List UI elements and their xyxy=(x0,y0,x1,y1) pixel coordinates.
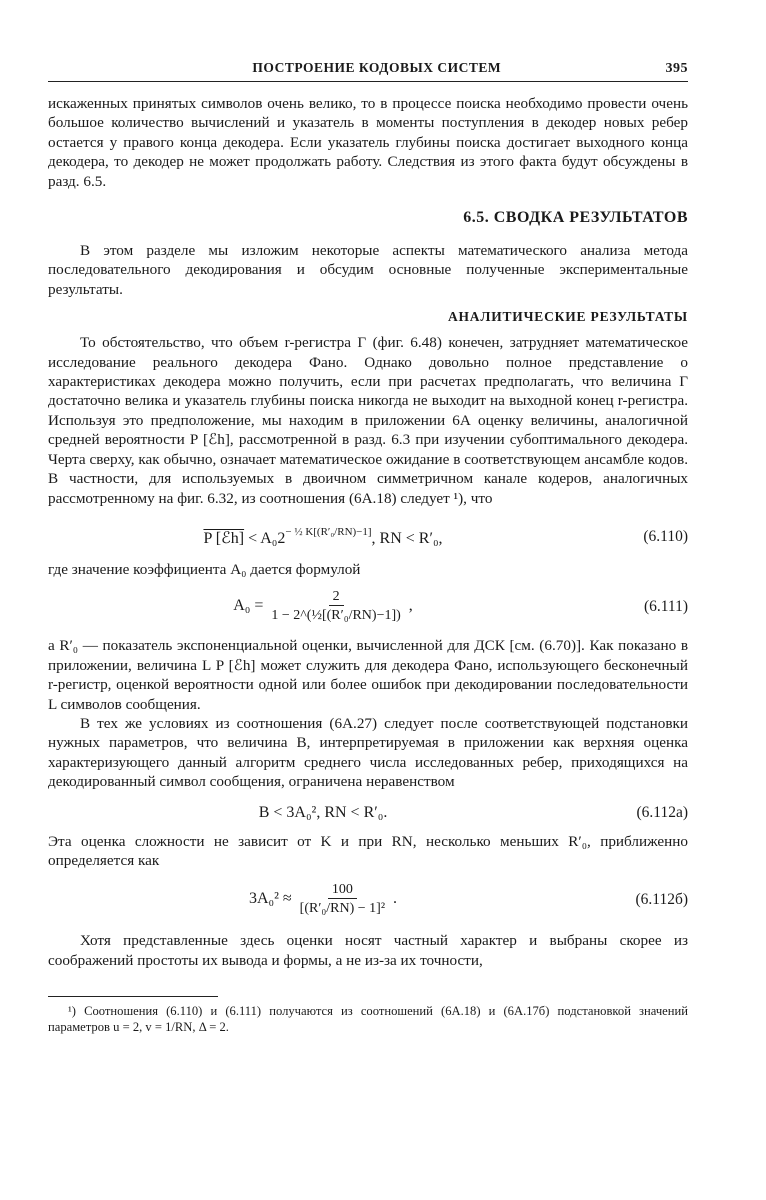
eq111-lhs: A₀ = xyxy=(233,597,268,615)
paragraph-2: В этом разделе мы изложим некоторые аспекты математического анализа метода последовательного декодирования и обсудим основные полученные экспериментальные результаты. xyxy=(48,242,688,298)
eq112b-tail: . xyxy=(389,890,398,908)
equation-6-112b xyxy=(48,882,688,917)
subsection-title: АНАЛИТИЧЕСКИЕ РЕЗУЛЬТАТЫ xyxy=(447,309,688,325)
eq112b-numerator: 100 xyxy=(328,882,357,899)
eq110-exponent: − ½ K[(R′₀/RN)−1] xyxy=(285,525,372,538)
eq112a-text: B < 3A₀², RN < R′₀. xyxy=(258,803,388,821)
eq111-numerator: 2 xyxy=(329,589,344,606)
eq112a-number: (6.112а) xyxy=(636,803,688,821)
eq112b-number: (6.112б) xyxy=(635,890,688,908)
paragraph-4: где значение коэффициента A₀ дается формулой xyxy=(48,560,361,578)
paragraph-5: а R′₀ — показатель экспоненциальной оценки, вычисленной для ДСК [см. (6.70)]. Как показано в приложении, величина L P [ℰh] может служить для декодера Фано, использующего бесконечный r-регистр, оценкой вероятности одной или более ошибок при декодировании последовательности L символов сообщения. xyxy=(48,637,688,713)
eq111-tail: , xyxy=(404,597,413,615)
eq110-lhs: P [ℰh] xyxy=(203,529,245,547)
equation-6-110 xyxy=(48,526,688,548)
paragraph-7: Эта оценка сложности не зависит от K и при RN, несколько меньших R′₀, приближенно определяется как xyxy=(48,832,688,869)
section-title: 6.5. СВОДКА РЕЗУЛЬТАТОВ xyxy=(463,209,688,227)
page-number: 395 xyxy=(665,61,688,76)
footnote-rule xyxy=(48,996,218,997)
eq112b-lhs: 3A₀² ≈ xyxy=(248,890,296,908)
eq111-denominator: 1 − 2^(½[(R′₀/RN)−1]) xyxy=(271,608,401,624)
paragraph-6: В тех же условиях из соотношения (6А.27) следует после соответствующей подстановки нужных параметров, что величина B, интерпретируемая в приложении как верхняя оценка характеризующего данный алгоритм среднего числа исследованных ребер, приходящихся на декодированный символ сообщения, ограничена неравенством xyxy=(48,714,688,791)
eq112b-denominator: [(R′₀/RN) − 1]² xyxy=(299,901,386,917)
eq110-number: (6.110) xyxy=(643,527,688,545)
footnote: ¹) Соотношения (6.110) и (6.111) получаются из соотношений (6А.18) и (6А.17б) подстановкой значений параметров u = 2, v = 1/RN, Δ = 2. xyxy=(48,1004,688,1035)
eq110-rel: < A₀2 xyxy=(244,529,286,547)
eq112b-fraction xyxy=(296,882,389,917)
paragraph-1: искаженных принятых символов очень велико, то в процессе поиска необходимо провести очень большое количество вычислений и указатель в моменты поступления в декодер новых ребер остается у правого конца декодера. Если указатель глубины поиска достигает выходного конца декодера, то декодер не может продолжать работу. Следствия из этого факта будут обсуждены в разд. 6.5. xyxy=(48,95,688,190)
eq111-number: (6.111) xyxy=(643,597,688,615)
page xyxy=(48,60,688,1035)
running-header xyxy=(48,60,688,82)
eq110-condition: , RN < R′₀, xyxy=(371,529,443,547)
eq111-fraction xyxy=(267,589,404,624)
equation-6-111 xyxy=(48,589,688,624)
running-header-title: ПОСТРОЕНИЕ КОДОВЫХ СИСТЕМ xyxy=(252,60,502,75)
paragraph-8: Хотя представленные здесь оценки носят частный характер и выбраны скорее из соображений простоты их вывода и формы, а не из-за их точности, xyxy=(48,932,688,969)
equation-6-112a xyxy=(48,804,688,822)
paragraph-3: То обстоятельство, что объем r-регистра Γ (фиг. 6.48) конечен, затрудняет математическое исследование реального декодера Фано. Однако довольно полное представление о характеристиках декодера можно получить, если при расчетах предполагать, что величина Γ достаточно велика и указатель глубины поиска никогда не выходит на выходной конец r-регистра. Используя это предположение, мы находим в приложении 6А оценку величины, аналогичной средней вероятности P [ℰh], рассмотренной в разд. 6.3 при изучении субоптимального декодера. Черта сверху, как обычно, означает математическое ожидание в соответствующем ансамбле кодов. В частности, для используемых в двоичном симметричном канале кодеров, аналогичных рассмотренному на фиг. 6.32, из соотношения (6А.18) следует ¹), что xyxy=(48,334,688,507)
